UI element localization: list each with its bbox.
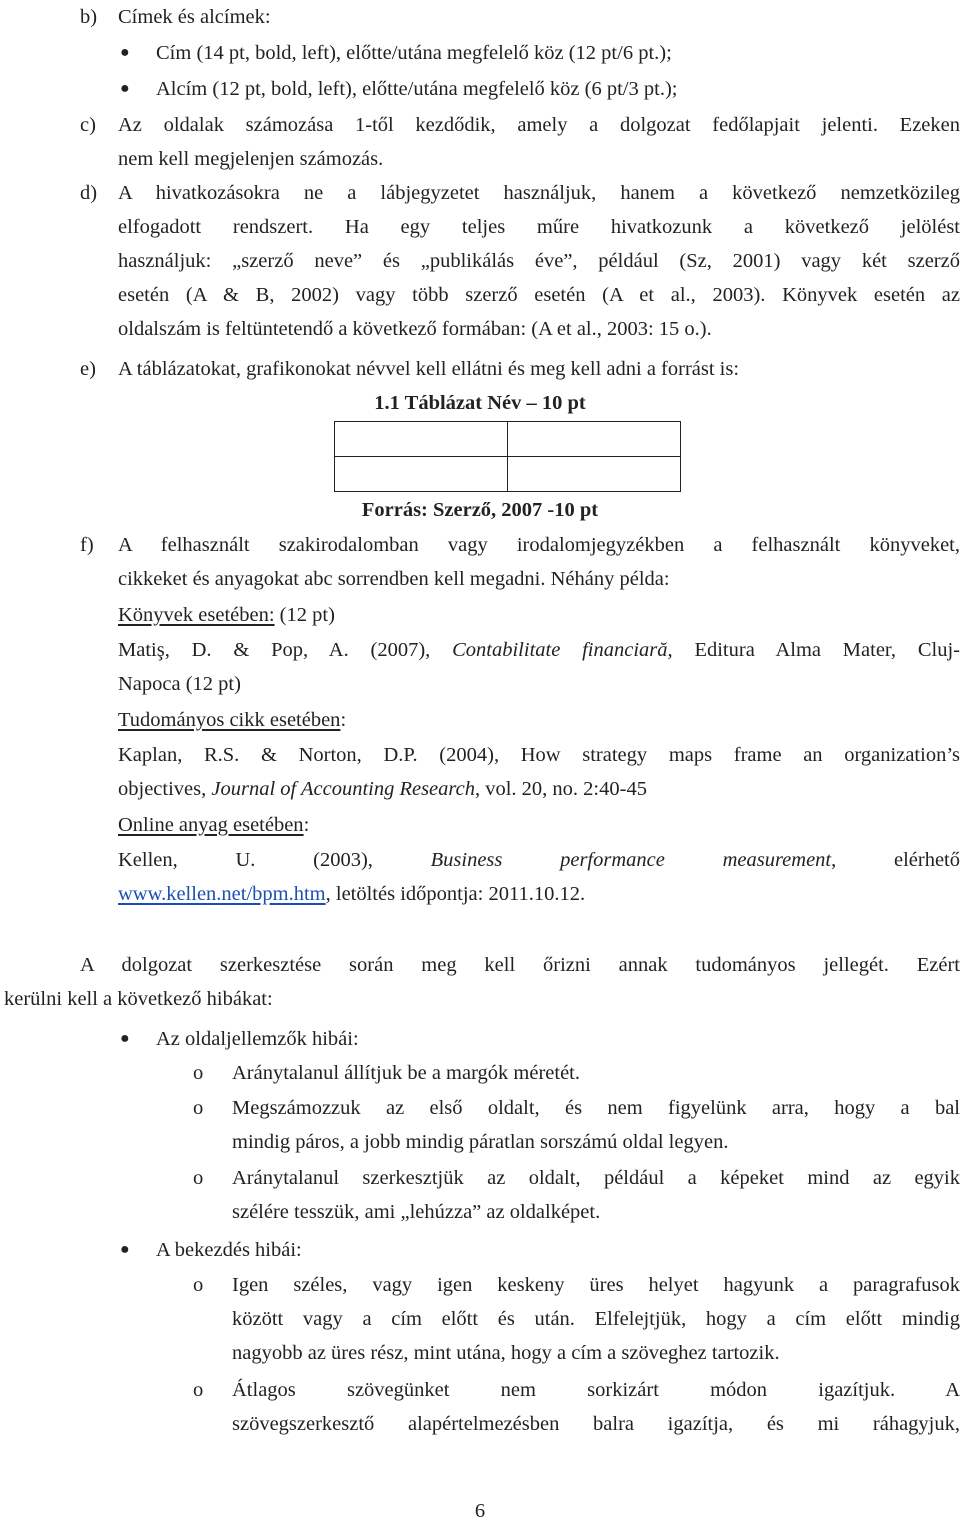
- bullet-icon: ●: [120, 1030, 130, 1047]
- item-d-label: d): [80, 182, 98, 204]
- online-ref-line-2: [118, 877, 960, 911]
- sub-bullet-marker: o: [193, 1167, 204, 1189]
- book-ref-title: Contabilitate financiară: [452, 639, 668, 661]
- item-c-label: c): [80, 114, 96, 136]
- online-suffix: :: [303, 814, 310, 836]
- table-cell: [335, 422, 508, 457]
- item-b-label: b): [80, 6, 98, 28]
- body-paragraph: [4, 948, 960, 1016]
- article-ref-journal: Journal of Accounting Research: [211, 778, 475, 800]
- error-line: Igen széles, vagy igen keskeny üres helyet hagyunk a paragrafusok: [232, 1274, 960, 1296]
- error-1-1: [232, 1056, 960, 1090]
- book-ref-publisher: , Editura Alma Mater, Cluj-: [667, 639, 960, 661]
- article-ref-line-1: Kaplan, R.S. & Norton, D.P. (2004), How strategy maps frame an organization’s: [118, 744, 960, 766]
- error-line: Aránytalanul szerkesztjük az oldalt, például a képeket mind az egyik: [232, 1167, 960, 1189]
- books-heading-line: [118, 598, 335, 632]
- item-e-text: A táblázatokat, grafikonokat névvel kell ellátni és meg kell adni a forrást is:: [118, 358, 740, 380]
- article-ref-volume: , vol. 20, no. 2:40-45: [474, 778, 647, 800]
- book-ref-line-1: [118, 633, 960, 667]
- bullet-icon: ●: [120, 80, 130, 97]
- error-category-2: A bekezdés hibái:: [156, 1239, 302, 1261]
- sub-bullet-marker: o: [193, 1097, 204, 1119]
- online-reference: [118, 843, 960, 911]
- online-ref-line-1: [118, 843, 960, 877]
- item-f-text: [118, 528, 960, 596]
- error-2-1: [232, 1268, 960, 1370]
- bullet-icon: ●: [120, 1241, 130, 1258]
- error-category-1: Az oldaljellemzők hibái:: [156, 1028, 359, 1050]
- error-line: nagyobb az üres rész, mint utána, hogy a cím a szöveghez tartozik.: [232, 1342, 780, 1364]
- article-reference: [118, 738, 960, 806]
- article-ref-objectives: objectives,: [118, 778, 212, 800]
- item-c-line-1: Az oldalak számozása 1-től kezdődik, amely a dolgozat fedőlapjait jelenti. Ezeken: [118, 114, 960, 136]
- item-b-text: Címek és alcímek:: [118, 6, 271, 28]
- table-row: [335, 422, 681, 457]
- online-ref-author: Kellen, U. (2003),: [118, 849, 431, 871]
- item-d-line-4: esetén (A & B, 2002) vagy több szerző esetén (A et al., 2003). Könyvek esetén az: [118, 284, 960, 306]
- online-ref-download-date: , letöltés időpontja: 2011.10.12.: [325, 883, 586, 905]
- error-line: szövegszerkesztő alapértelmezésben balra igazítja, és mi ráhagyjuk,: [232, 1413, 960, 1435]
- bullet-icon: ●: [120, 44, 130, 61]
- table-caption: 1.1 Táblázat Név – 10 pt: [374, 392, 586, 414]
- error-line: mindig páros, a jobb mindig páratlan sorszámú oldal legyen.: [232, 1131, 729, 1153]
- error-1-3: [232, 1161, 960, 1229]
- item-f-line-2: cikkeket és anyagokat abc sorrendben kell megadni. Néhány példa:: [118, 568, 670, 590]
- online-ref-title: Business performance measurement: [430, 849, 832, 871]
- item-f-label: f): [80, 534, 94, 556]
- sub-bullet-marker: o: [193, 1274, 204, 1296]
- sub-bullet-marker: o: [193, 1062, 204, 1084]
- error-1-2: [232, 1091, 960, 1159]
- item-d-line-2: elfogadott rendszert. Ha egy teljes műre hivatkozunk a következő jelölést: [118, 216, 960, 238]
- error-line: Megszámozzuk az első oldalt, és nem figyelünk arra, hogy a bal: [232, 1097, 960, 1119]
- book-ref-authors: Matiş, D. & Pop, A. (2007),: [118, 639, 453, 661]
- item-d-line-3: használjuk: „szerző neve” és „publikálás éve”, például (Sz, 2001) vagy két szerző: [118, 250, 960, 272]
- error-line: Aránytalanul állítjuk be a margók méretét.: [232, 1062, 580, 1084]
- book-ref-line-2: Napoca (12 pt): [118, 673, 241, 695]
- error-line: Átlagos szövegünket nem sorkizárt módon igazítjuk. A: [232, 1379, 960, 1401]
- error-line: között vagy a cím előtt és után. Elfelejtjük, hogy a cím előtt mindig: [232, 1308, 960, 1330]
- example-table: [334, 421, 681, 492]
- table-cell: [508, 457, 681, 492]
- item-f-line-1: A felhasznált szakirodalomban vagy irodalomjegyzékben a felhasznált könyveket,: [118, 534, 960, 556]
- online-ref-available: , elérhető: [831, 849, 960, 871]
- item-e-label: e): [80, 358, 96, 380]
- article-suffix: :: [340, 709, 347, 731]
- online-heading: Online anyag esetében: [118, 814, 304, 836]
- item-b-bullet-2: Alcím (12 pt, bold, left), előtte/utána megfelelő köz (6 pt/3 pt.);: [156, 78, 678, 100]
- table-source: Forrás: Szerző, 2007 -10 pt: [361, 499, 599, 521]
- article-heading-line: [118, 703, 346, 737]
- page-number: 6: [474, 1500, 486, 1522]
- online-heading-line: [118, 808, 309, 842]
- article-heading: Tudományos cikk esetében: [118, 709, 341, 731]
- book-reference: [118, 633, 960, 701]
- sub-bullet-marker: o: [193, 1379, 204, 1401]
- paragraph-line-2: kerülni kell a következő hibákat:: [4, 988, 273, 1010]
- item-c-line-2: nem kell megjelenjen számozás.: [118, 148, 384, 170]
- online-ref-link[interactable]: www.kellen.net/bpm.htm: [118, 883, 326, 905]
- books-heading: Könyvek esetében:: [118, 604, 275, 626]
- item-d-line-1: A hivatkozásokra ne a lábjegyzetet használjuk, hanem a következő nemzetközileg: [118, 182, 960, 204]
- paragraph-line-1: A dolgozat szerkesztése során meg kell őrizni annak tudományos jellegét. Ezért: [80, 954, 960, 976]
- error-line: szélére tesszük, ami „lehúzza” az oldalképet.: [232, 1201, 601, 1223]
- item-d-text: [118, 176, 960, 346]
- item-d-line-5: oldalszám is feltüntetendő a következő formában: (A et al., 2003: 15 o.).: [118, 318, 712, 340]
- article-ref-line-2: [118, 772, 960, 806]
- table-cell: [508, 422, 681, 457]
- item-c-text: [118, 108, 960, 176]
- item-b-bullet-1: Cím (14 pt, bold, left), előtte/utána megfelelő köz (12 pt/6 pt.);: [156, 42, 672, 64]
- error-2-2: [232, 1373, 960, 1441]
- table-cell: [335, 457, 508, 492]
- table-row: [335, 457, 681, 492]
- books-suffix: (12 pt): [274, 604, 335, 626]
